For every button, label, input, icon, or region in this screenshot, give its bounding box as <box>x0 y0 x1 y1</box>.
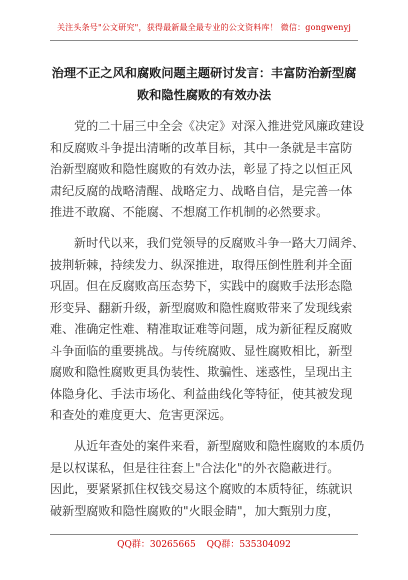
paragraph-line: 推进不敢腐、不能腐、不想腐工作机制的必然要求。 <box>50 205 329 219</box>
title-line-1: 治理不正之风和腐败问题主题研讨发言：丰富防治新型腐 <box>51 66 357 80</box>
paragraph-line: 党的二十届三中全会《决定》对深入推进党风廉政建设 <box>74 119 365 133</box>
page-footer <box>0 534 408 564</box>
paragraph-line: 斗争面临的重要挑战。与传统腐败、显性腐败相比，新型 <box>50 343 353 358</box>
document-title <box>50 62 358 106</box>
paragraph-line: 和反腐败斗争提出清晰的改革目标，其中一条就是丰富防 <box>50 140 353 155</box>
paragraph-line: 是以权谋私，但是往往套上"合法化"的外衣隐蔽进行。 <box>50 460 340 475</box>
page-header <box>0 0 408 46</box>
paragraph-line: 巩固。但在反腐败高压态势下，实践中的腐败手法形态隐 <box>50 279 353 293</box>
paragraph-line: 披荆斩棘，持续发力、纵深推进，取得压倒性胜利并全面 <box>50 257 353 272</box>
footer-qq-group-2: QQ群：535304092 <box>206 540 291 550</box>
paragraph-line: 难、准确定性难、精准取证难等问题，成为新征程反腐败 <box>50 322 353 336</box>
paragraph-3 <box>50 436 365 522</box>
footer-divider <box>50 534 358 535</box>
header-divider <box>50 40 358 41</box>
paragraph-1 <box>50 116 365 224</box>
paragraph-line: 肃纪反腐的战略清醒、战略定力、战略自信，是完善一体 <box>50 183 353 198</box>
footer-qq-group-1: QQ群：30265665 <box>117 540 196 550</box>
paragraph-line: 治新型腐败和隐性腐败的有效办法，彰显了持之以恒正风 <box>50 162 353 176</box>
paragraph-line: 因此，要紧紧抓住权钱交易这个腐败的本质特征，练就识 <box>50 482 353 496</box>
paragraph-line: 腐败和隐性腐败更具伪装性、欺骗性、迷惑性，呈现出主 <box>50 365 353 379</box>
paragraph-line: 新时代以来，我们党领导的反腐败斗争一路大刀阔斧、 <box>74 236 365 250</box>
paragraph-line: 破新型腐败和隐性腐败的"火眼金睛"，加大甄别力度， <box>50 503 340 518</box>
header-promo-text: 关注头条号"公文研究"，获得最新最全最专业的公文资料库！ 微信：gongwenyj <box>56 23 352 32</box>
paragraph-line: 从近年查处的案件来看，新型腐败和隐性腐败的本质仍 <box>74 439 365 453</box>
paragraph-line: 和查处的难度更大、危害更深远。 <box>50 408 232 422</box>
footer-contact <box>0 537 408 550</box>
paragraph-2 <box>50 233 365 427</box>
paragraph-line: 形变异、翻新升级，新型腐败和隐性腐败带来了发现线索 <box>50 300 353 315</box>
paragraph-line: 体隐身化、手法市场化、利益曲线化等特征，使其被发现 <box>50 386 353 401</box>
title-line-2: 败和隐性腐败的有效办法 <box>136 88 272 102</box>
